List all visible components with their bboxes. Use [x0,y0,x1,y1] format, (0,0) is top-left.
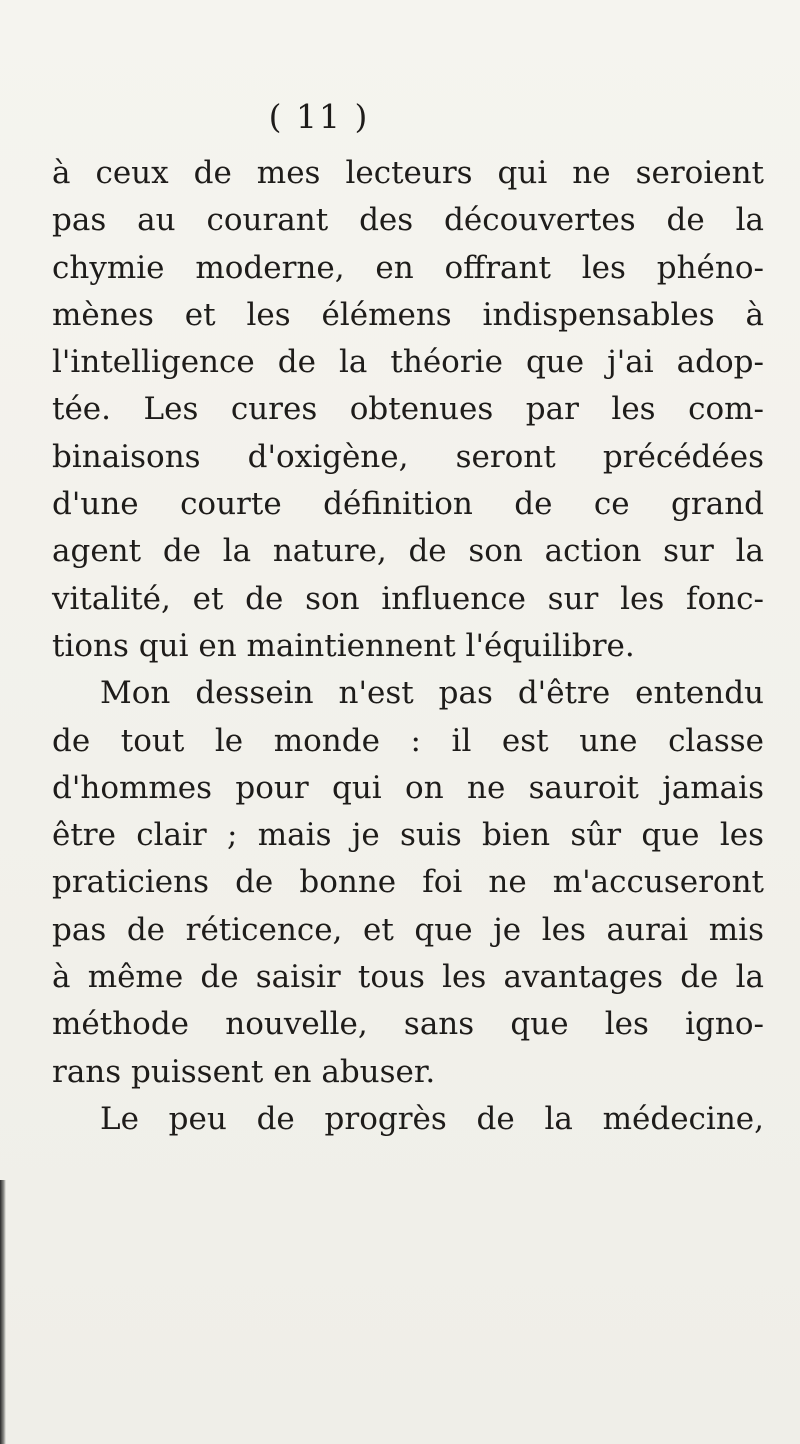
text-line: agent de la nature, de son action sur la [52,533,764,570]
text-line: chymie moderne, en offrant les phéno- [52,249,764,286]
text-line: tions qui en maintiennent l'équilibre. [52,627,635,664]
text-line: méthode nouvelle, sans que les igno- [52,1006,764,1043]
text-line: praticiens de bonne foi ne m'accuseront [52,864,764,901]
text-line: à même de saisir tous les avantages de la [52,959,764,996]
text-line: d'hommes pour qui on ne sauroit jamais [52,769,764,806]
text-line: d'une courte définition de ce grand [52,486,764,523]
text-line: vitalité, et de son influence sur les fonc- [52,580,764,617]
text-line: de tout le monde : il est une classe [52,722,764,759]
text-line: tée. Les cures obtenues par les com- [52,391,764,428]
text-line: Le peu de progrès de la médecine, [100,1100,764,1137]
page-number: ( 11 ) [268,97,370,136]
text-line: binaisons d'oxigène, seront précédées [52,438,764,475]
text-line: l'intelligence de la théorie que j'ai adop- [52,344,764,381]
text-line: à ceux de mes lecteurs qui ne seroient [52,155,764,191]
page-edge-shadow [0,1180,6,1444]
text-line: pas de réticence, et que je les aurai mis [52,911,764,948]
text-line: Mon dessein n'est pas d'être entendu [100,675,764,712]
body-text [52,150,764,1143]
text-line: mènes et les élémens indispensables à [52,296,764,333]
text-line: rans puissent en abuser. [52,1053,436,1090]
text-line: être clair ; mais je suis bien sûr que les [52,817,764,854]
text-line: pas au courant des découvertes de la [52,202,764,239]
